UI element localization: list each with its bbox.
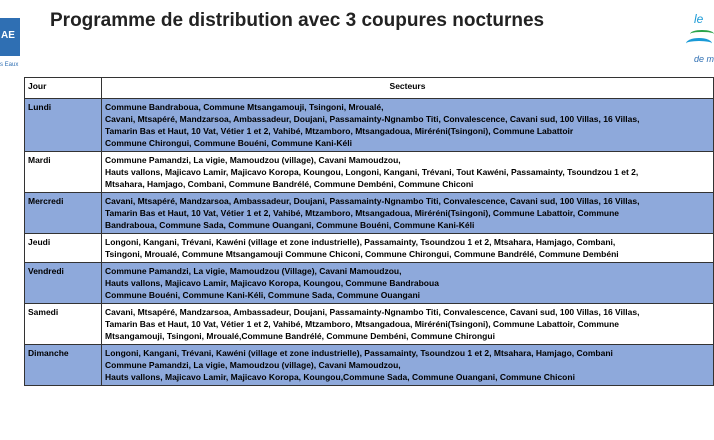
sector-line: Commune Pamandzi, La vigie, Mamoudzou (village), Cavani Mamoudzou, <box>105 360 401 370</box>
table-header-row <box>25 78 714 99</box>
sector-line: Longoni, Kangani, Trévani, Kawéni (village et zone industrielle), Passamainty, Tsoundzou 1 et 2, Mtsahara, Hamjago, Combani, <box>105 237 616 247</box>
company-logo-right <box>686 8 712 68</box>
sector-line: Hauts vallons, Majicavo Lamir, Majicavo Koropa, Koungou, Longoni, Kangani, Trévani, Tout Kawéni, Passamainty, Tsoundzou 1 et 2, <box>105 167 639 177</box>
logo-wave-blue <box>686 38 712 49</box>
sector-line: Bandraboua, Commune Sada, Commune Ouangani, Commune Bouéni, Commune Kani-Kéli <box>105 220 475 230</box>
sector-line: Tamarin Bas et Haut, 10 Vat, Vétier 1 et 2, Vahibé, Mtzamboro, Mtsangadoua, Miréréni(Tsingoni), Commune Labattoir, Commune <box>105 208 620 218</box>
sectors-cell <box>102 152 714 193</box>
logo-right-top-text: le <box>694 12 704 26</box>
table-row <box>25 304 714 345</box>
table-row <box>25 234 714 263</box>
sector-line: Mtsahara, Hamjago, Combani, Commune Bandrélé, Commune Dembéni, Commune Chiconi <box>105 179 474 189</box>
table-row <box>25 193 714 234</box>
table-row <box>25 152 714 193</box>
sectors-cell <box>102 193 714 234</box>
sector-line: Tamarin Bas et Haut, 10 Vat, Vétier 1 et 2, Vahibé, Mtzamboro, Mtsangadoua, Miréréni(Tsingoni), Commune Labattoir, Commune <box>105 319 620 329</box>
distribution-schedule-table <box>24 77 714 386</box>
header-jour: Jour <box>25 78 102 99</box>
sector-line: Commune Chirongui, Commune Bouéni, Commune Kani-Kéli <box>105 138 352 148</box>
logo-left-subtext: s Eaux <box>0 62 19 68</box>
logo-left-text: AE <box>1 30 15 41</box>
logo-wave-green <box>690 30 714 38</box>
sector-line: Commune Pamandzi, La vigie, Mamoudzou (Village), Cavani Mamoudzou, <box>105 266 402 276</box>
day-cell: Lundi <box>25 99 102 152</box>
sectors-cell <box>102 263 714 304</box>
sector-line: Hauts vallons, Majicavo Lamir, Majicavo Koropa, Koungou, Commune Bandraboua <box>105 278 439 288</box>
company-logo-left <box>0 8 22 78</box>
day-cell: Jeudi <box>25 234 102 263</box>
sectors-cell <box>102 99 714 152</box>
sector-line: Commune Pamandzi, La vigie, Mamoudzou (village), Cavani Mamoudzou, <box>105 155 401 165</box>
sector-line: Mtsangamouji, Tsingoni, Mroualé,Commune Bandrélé, Commune Dembéni, Commune Chirongui <box>105 331 495 341</box>
page-title: Programme de distribution avec 3 coupures nocturnes <box>50 10 545 31</box>
sector-line: Cavani, Mtsapéré, Mandzarsoa, Ambassadeur, Doujani, Passamainty-Ngnambo Titi, Convalescence, Cavani sud, 100 Villas, 16 Villas, <box>105 114 640 124</box>
logo-right-bottom-text: de m <box>694 54 714 64</box>
sector-line: Tsingoni, Mroualé, Commune Mtsangamouji Commune Chiconi, Commune Chirongui, Commune Bandrélé, Commune Dembéni <box>105 249 619 259</box>
sectors-cell <box>102 345 714 386</box>
sector-line: Longoni, Kangani, Trévani, Kawéni (village et zone industrielle), Passamainty, Tsoundzou 1 et 2, Mtsahara, Hamjago, Combani <box>105 348 613 358</box>
day-cell: Vendredi <box>25 263 102 304</box>
day-cell: Dimanche <box>25 345 102 386</box>
day-cell: Mardi <box>25 152 102 193</box>
sector-line: Cavani, Mtsapéré, Mandzarsoa, Ambassadeur, Doujani, Passamainty-Ngnambo Titi, Convalescence, Cavani sud, 100 Villas, 16 Villas, <box>105 307 640 317</box>
sector-line: Hauts vallons, Majicavo Lamir, Majicavo Koropa, Koungou,Commune Sada, Commune Ouangani, Commune Chiconi <box>105 372 575 382</box>
table-row <box>25 263 714 304</box>
sector-line: Commune Bandraboua, Commune Mtsangamouji, Tsingoni, Mroualé, <box>105 102 384 112</box>
sectors-cell <box>102 234 714 263</box>
sector-line: Tamarin Bas et Haut, 10 Vat, Vétier 1 et 2, Vahibé, Mtzamboro, Mtsangadoua, Miréréni(Tsingoni), Commune Labattoir <box>105 126 574 136</box>
header-secteurs: Secteurs <box>102 78 714 99</box>
day-cell: Samedi <box>25 304 102 345</box>
sector-line: Commune Bouéni, Commune Kani-Kéli, Commune Sada, Commune Ouangani <box>105 290 421 300</box>
table-row <box>25 345 714 386</box>
sector-line: Cavani, Mtsapéré, Mandzarsoa, Ambassadeur, Doujani, Passamainty-Ngnambo Titi, Convalescence, Cavani sud, 100 Villas, 16 Villas, <box>105 196 640 206</box>
sectors-cell <box>102 304 714 345</box>
table-row <box>25 99 714 152</box>
day-cell: Mercredi <box>25 193 102 234</box>
